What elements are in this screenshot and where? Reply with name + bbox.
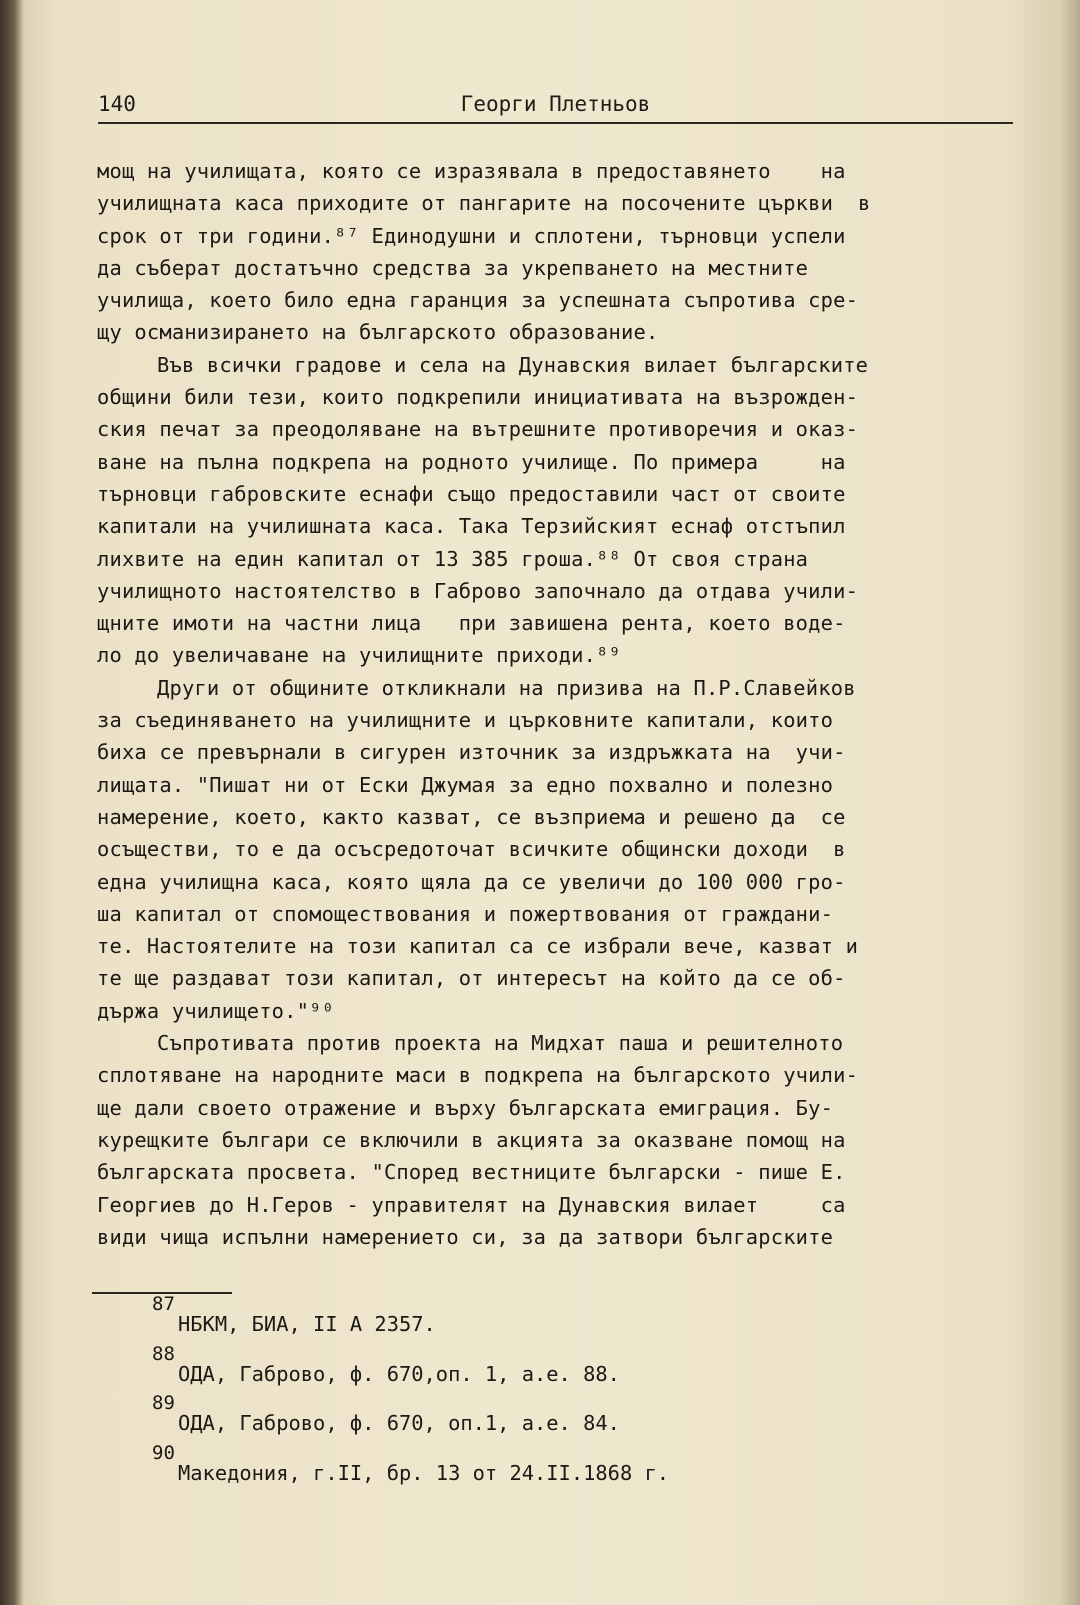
text-line: ша капитал от спомоществования и пожертвования от граждани- — [97, 901, 834, 926]
text-line: сплотяване на народните маси в подкрепа на българското учили- — [97, 1063, 859, 1088]
text-line: види чища испълни намерението си, за да затвори българските — [97, 1224, 834, 1249]
text-line: да съберат достатъчно средства за укрепването на местните — [97, 255, 809, 280]
text-line: ще дали своето отражение и върху българската емиграция. Бу- — [97, 1095, 834, 1120]
footnote — [150, 1293, 1010, 1350]
body-text — [97, 155, 1017, 1253]
text-line: лищата. "Пишат ни от Ески Джумая за едно похвално и полезно — [97, 772, 834, 797]
footnote-mark: 90 — [152, 1441, 175, 1464]
text-line: българската просвета. "Според вестниците български - пише Е. — [97, 1160, 846, 1185]
footnote-mark: 87 — [152, 1293, 175, 1315]
text-line: Съпротивата против проекта на Мидхат паша и решителното — [157, 1031, 844, 1056]
text-line: курещките българи се включили в акцията за оказване помощ на — [97, 1127, 846, 1152]
text-line: Георгиев до Н.Геров - управителят на Дунавския вилает са — [97, 1192, 846, 1217]
text-line: за съединяването на училищните и църковните капитали, които — [97, 708, 834, 733]
footnote-mark: 89 — [152, 1392, 175, 1414]
text-line: училищната каса приходите от пангарите на посочените църкви в — [97, 191, 871, 216]
page-number: 140 — [98, 92, 136, 116]
text-line: биха се превърнали в сигурен източник за издръжката на учи- — [97, 740, 846, 765]
running-head-author: Георги Плетньов — [460, 92, 651, 116]
text-line: щните имоти на частни лица при завишена рента, което воде- — [97, 611, 846, 636]
text-line: една училищна каса, която щяла да се увеличи до 100 000 гро- — [97, 869, 846, 894]
text-line: държа училището."⁹⁰ — [97, 998, 335, 1023]
text-line: щу османизирането на българското образование. — [97, 320, 659, 345]
text-line: Други от общините откликнали на призива на П.Р.Славейков — [157, 675, 856, 700]
footnote-text: ОДА, Габрово, ф. 670, оп.1, а.е. 84. — [178, 1411, 620, 1435]
footnote-text: Македония, г.II, бр. 13 от 24.II.1868 г. — [178, 1460, 670, 1485]
text-line: ване на пълна подкрепа на родното училище. По примера на — [97, 449, 846, 474]
footnote-text: НБКМ, БИА, II А 2357. — [178, 1312, 436, 1336]
text-line: намерение, което, както казват, се възприема и решено да се — [97, 804, 846, 829]
text-line: ския печат за преодоляване на вътрешните противоречия и оказ- — [97, 417, 859, 442]
footnote — [150, 1342, 1010, 1400]
running-header — [98, 92, 1013, 124]
text-line: осъществи, то е да осъсредоточат всичките общински доходи в — [97, 837, 846, 862]
text-line: капитали на училишната каса. Така Терзийският еснаф отстъпил — [97, 514, 846, 539]
text-line: Във всички градове и села на Дунавския вилает българските — [157, 352, 869, 377]
footnote — [150, 1441, 1010, 1499]
footnotes — [150, 1293, 1010, 1498]
text-line: те. Настоятелите на този капитал са се избрали вече, казват и — [97, 934, 859, 959]
text-line: мощ на училищата, която се изразявала в предоставянето на — [97, 159, 846, 183]
text-line: те ще раздават този капитал, от интересът на който да се об- — [97, 966, 846, 991]
text-line: общини били тези, които подкрепили инициативата на възрожден- — [97, 385, 859, 410]
text-line: ло до увеличаване на училищните приходи.⁸⁹ — [97, 643, 622, 668]
footnote-text: ОДА, Габрово, ф. 670,оп. 1, а.е. 88. — [178, 1361, 620, 1386]
text-line: училища, което било една гаранция за успешната съпротива сре- — [97, 288, 859, 313]
footnote — [150, 1392, 1010, 1449]
text-line: училищното настоятелство в Габрово започнало да отдава учили- — [97, 578, 859, 603]
text-line: срок от три години.⁸⁷ Единодушни и сплотени, търновци успели — [97, 223, 846, 248]
text-line: търновци габровските еснафи също предоставили част от своите — [97, 481, 846, 506]
text-line: лихвите на един капитал от 13 385 гроша.⁸⁸ От своя страна — [97, 546, 809, 571]
footnote-mark: 88 — [152, 1342, 175, 1365]
